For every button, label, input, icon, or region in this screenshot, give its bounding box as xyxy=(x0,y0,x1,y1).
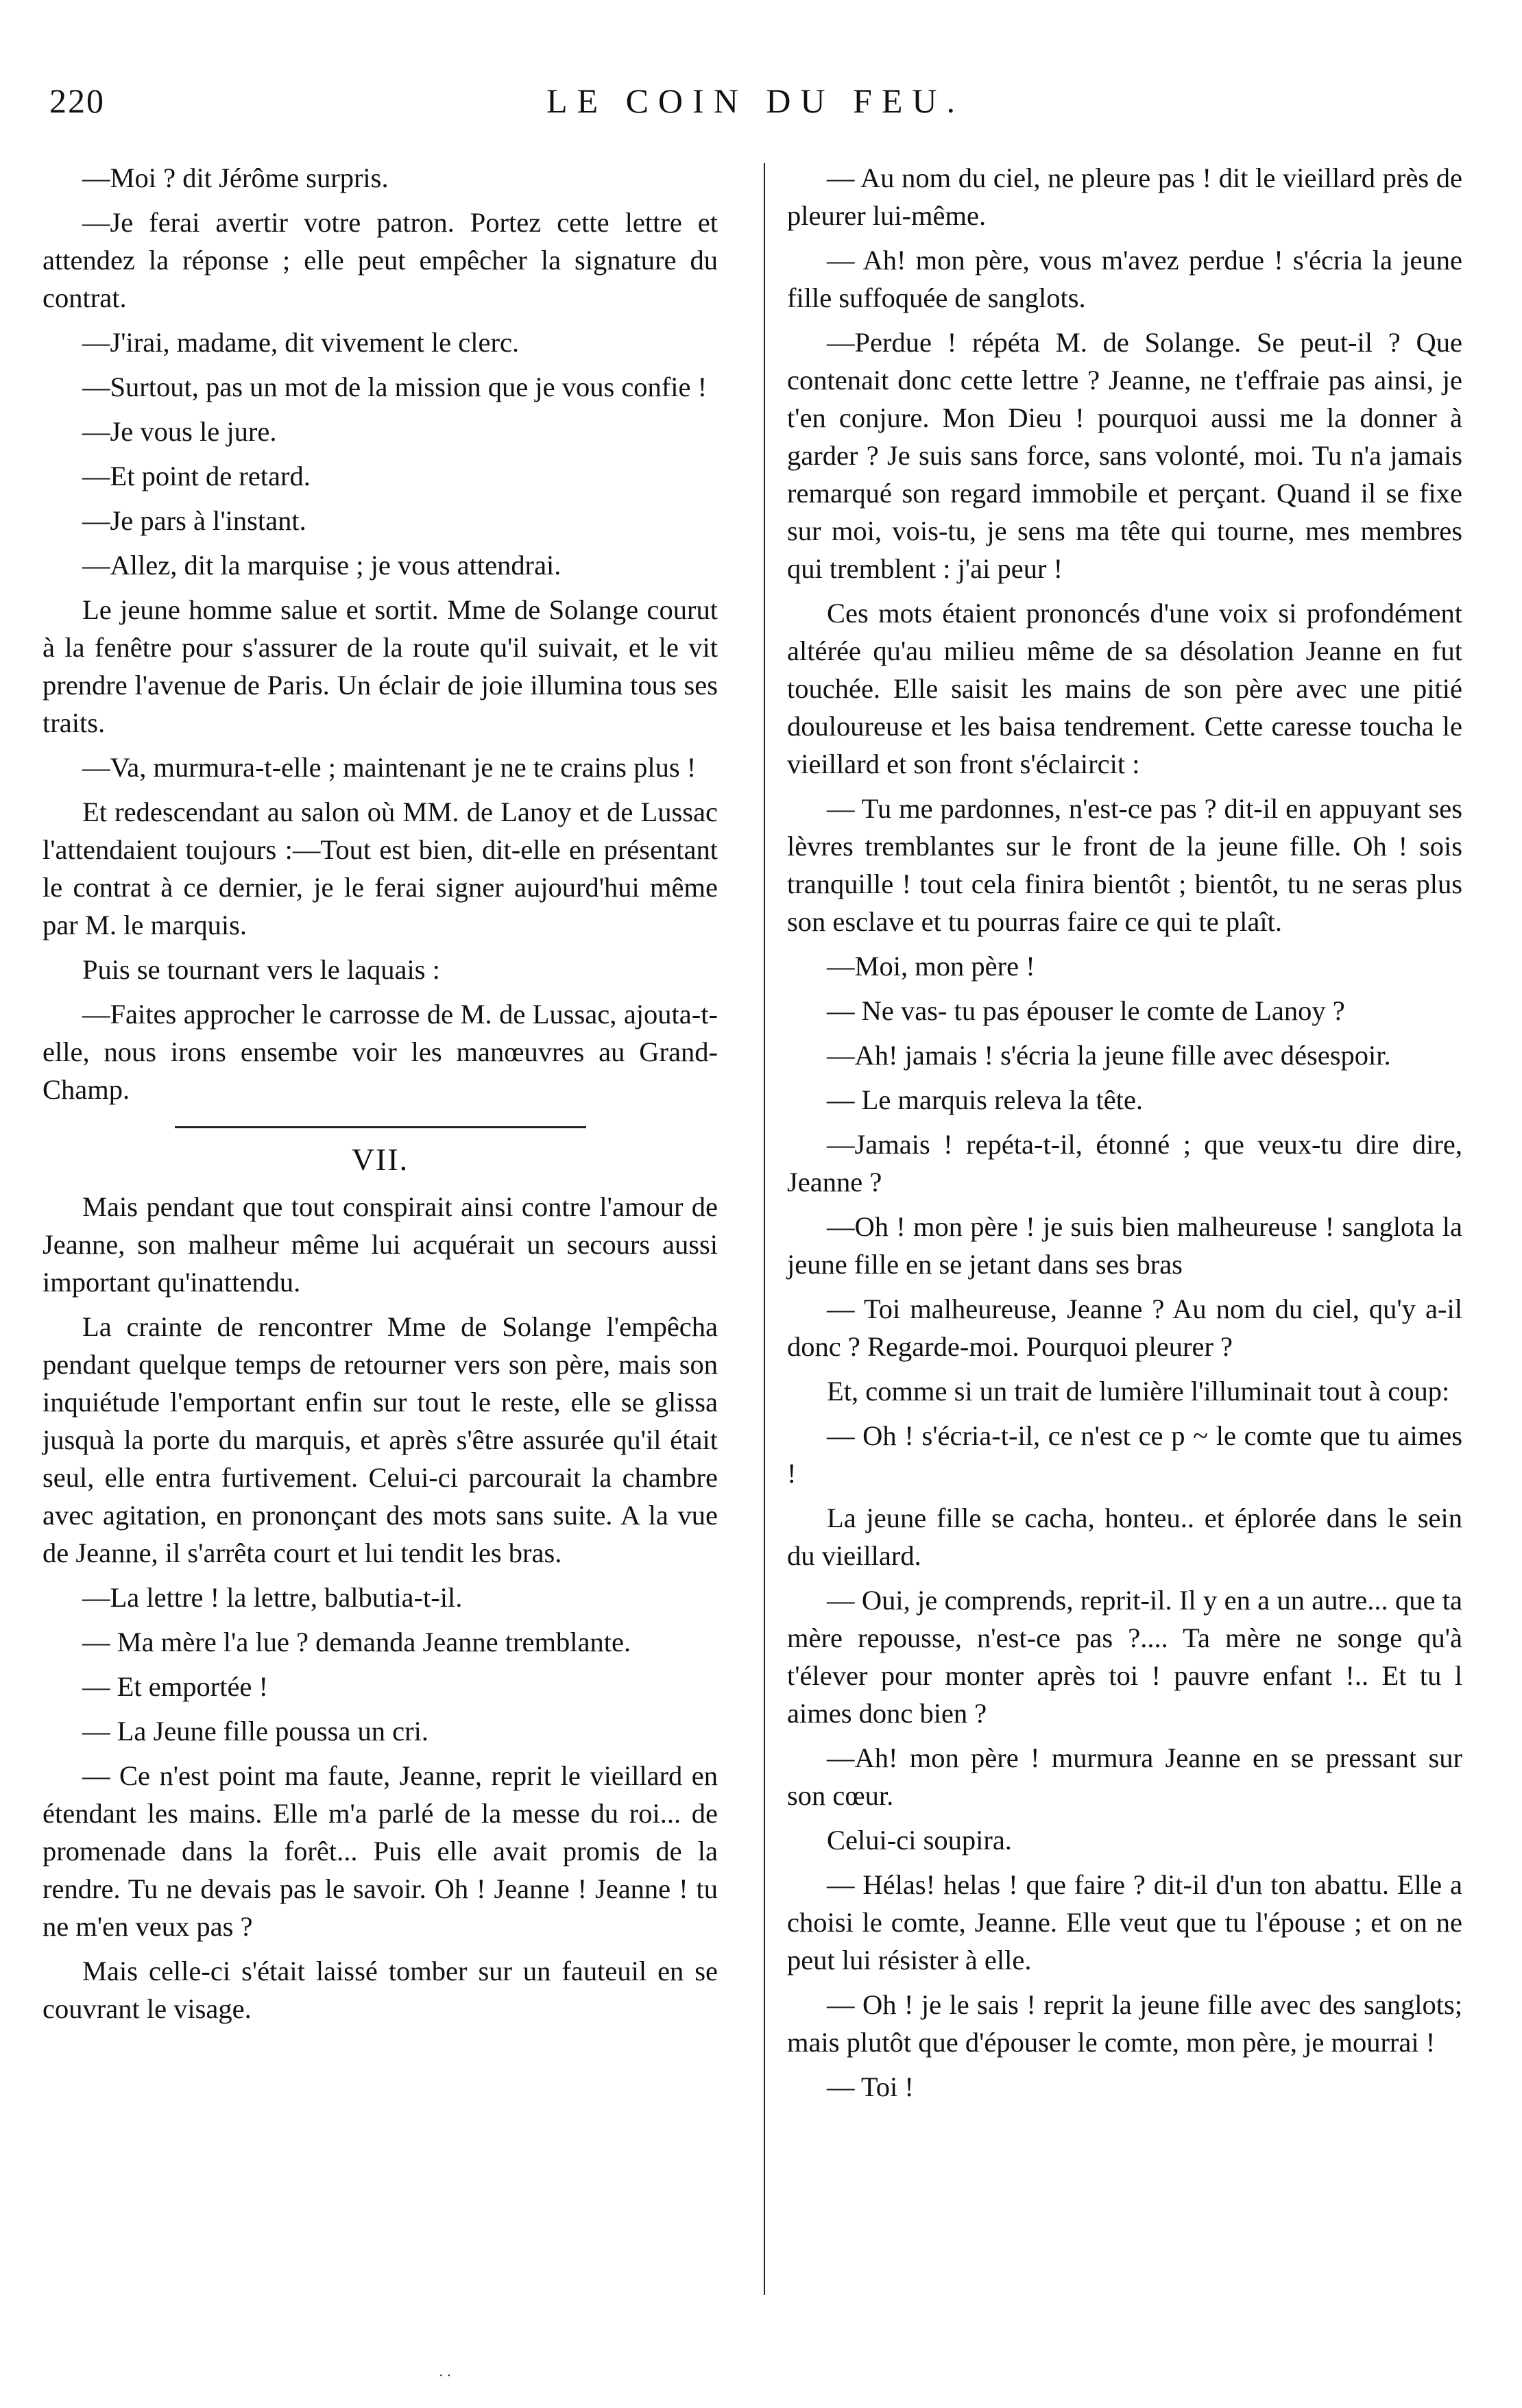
paragraph: —Perdue ! répéta M. de Solange. Se peut-il ? Que contenait donc cette lettre ? Jeanne, ne t'effraie pas ainsi, je t'en conjure. Mon Dieu ! pourquoi aussi me la donner à garder ? Je suis sans force, sans volonté, moi. Tu n'a jamais remarqué son regard immobile et perçant. Quand il se fixe sur moi, vois-tu, je sens ma tête qui tourne, mes membres qui tremblent : j'ai peur ! xyxy=(787,327,1462,584)
paragraph: Mais celle-ci s'était laissé tomber sur un fauteuil en se couvrant le visage. xyxy=(43,1956,718,2024)
paragraph: —Je ferai avertir votre patron. Portez cette lettre et attendez la réponse ; elle peut empêcher la signature du contrat. xyxy=(43,207,718,313)
right-paragraphs xyxy=(787,159,1462,2106)
section-divider xyxy=(175,1126,586,1128)
paragraph: —Jamais ! repéta-t-il, étonné ; que veux-tu dire dire, Jeanne ? xyxy=(787,1129,1462,1197)
paragraph: Mais pendant que tout conspirait ainsi contre l'amour de Jeanne, son malheur même lui acquérait un secours aussi important qu'inattendu. xyxy=(43,1191,718,1298)
paragraph: — Ne vas- tu pas épouser le comte de Lanoy ? xyxy=(827,995,1345,1026)
paragraph: —J'irai, madame, dit vivement le clerc. xyxy=(82,327,520,358)
paragraph: La jeune fille se cacha, honteu.. et éplorée dans le sein du vieillard. xyxy=(787,1503,1462,1571)
page-number: 220 xyxy=(49,82,105,120)
paragraph: —Moi, mon père ! xyxy=(827,951,1035,982)
paragraph: La crainte de rencontrer Mme de Solange l'empêcha pendant quelque temps de retourner vers son père, mais son inquiétude l'emportant enfin sur tout le reste, elle se glissa jusquà la porte du marquis, et après s'être assurée qu'il était seul, elle entra furtivement. Celui-ci parcourait la chambre avec agitation, en prononçant des mots sans suite. A la vue de Jeanne, il s'arrêta court et lui tendit les bras. xyxy=(43,1311,718,1568)
paragraph: Celui-ci soupira. xyxy=(827,1825,1012,1856)
paragraph: — Oh ! s'écria-t-il, ce n'est ce p ~ le comte que tu aimes ! xyxy=(787,1420,1462,1489)
paragraph: —Allez, dit la marquise ; je vous attendrai. xyxy=(82,550,561,581)
paragraph: — La Jeune fille poussa un cri. xyxy=(82,1716,428,1747)
paragraph: —Et point de retard. xyxy=(82,461,311,491)
paragraph: — Le marquis releva la tête. xyxy=(827,1084,1144,1115)
paragraph: — Au nom du ciel, ne pleure pas ! dit le vieillard près de pleurer lui-même. xyxy=(787,162,1462,231)
paragraph: — Tu me pardonnes, n'est-ce pas ? dit-il en appuyant ses lèvres tremblantes sur le front de la jeune fille. Oh ! sois tranquille ! tout cela finira bientôt ; bientôt, tu ne seras plus son esclave et tu pourras faire ce qui te plaît. xyxy=(787,793,1462,937)
paragraph: —Ah! mon père ! murmura Jeanne en se pressant sur son cœur. xyxy=(787,1742,1462,1811)
paragraph: — Et emportée ! xyxy=(82,1671,269,1702)
print-specks: · · xyxy=(439,2368,452,2383)
paragraph: Puis se tournant vers le laquais : xyxy=(82,954,440,985)
paragraph: —La lettre ! la lettre, balbutia-t-il. xyxy=(82,1582,463,1613)
left-column xyxy=(43,159,718,2034)
paragraph: — Oh ! je le sais ! reprit la jeune fille avec des sanglots; mais plutôt que d'épouser le comte, mon père, je mourrai ! xyxy=(787,1989,1462,2058)
left-paragraphs-after xyxy=(43,1188,718,2028)
page-header xyxy=(49,81,1462,143)
paragraph: Le jeune homme salue et sortit. Mme de Solange courut à la fenêtre pour s'assurer de la route qu'il suivait, et le vit prendre l'avenue de Paris. Un éclair de joie illumina tous ses traits. xyxy=(43,594,718,738)
paragraph: —Je pars à l'instant. xyxy=(82,505,306,536)
left-paragraphs-before xyxy=(43,159,718,1108)
paragraph: —Oh ! mon père ! je suis bien malheureuse ! sanglota la jeune fille en se jetant dans ses bras xyxy=(787,1211,1462,1280)
paragraph: —Ah! jamais ! s'écria la jeune fille avec désespoir. xyxy=(827,1040,1391,1071)
paragraph: —Je vous le jure. xyxy=(82,416,277,447)
paragraph: — Toi ! xyxy=(827,2071,914,2102)
paragraph: — Ce n'est point ma faute, Jeanne, reprit le vieillard en étendant les mains. Elle m'a parlé de la messe du roi... de promenade dans la forêt... Puis elle avait promis de la rendre. Tu ne devais pas le savoir. Oh ! Jeanne ! Jeanne ! tu ne m'en veux pas ? xyxy=(43,1760,718,1942)
paragraph: Ces mots étaient prononcés d'une voix si profondément altérée qu'au milieu même de sa désolation Jeanne en fut touchée. Elle saisit les mains de son père avec une pitié douloureuse et les baisa tendrement. Cette caresse toucha le vieillard et son front s'éclaircit : xyxy=(787,598,1462,779)
paragraph: —Surtout, pas un mot de la mission que je vous confie ! xyxy=(82,372,708,402)
paragraph: Et redescendant au salon où MM. de Lanoy et de Lussac l'attendaient toujours :—Tout est bien, dit-elle en présentant le contrat à ce dernier, je le ferai signer aujourd'hui même par M. le marquis. xyxy=(43,796,718,940)
right-column xyxy=(787,159,1462,2113)
paragraph: — Ah! mon père, vous m'avez perdue ! s'écria la jeune fille suffoquée de sanglots. xyxy=(787,245,1462,313)
paragraph: — Oui, je comprends, reprit-il. Il y en a un autre... que ta mère repousse, n'est-ce pas ?.... Ta mère ne songe qu'à t'élever pour monter après toi ! pauvre enfant !.. Et tu l aimes donc bien ? xyxy=(787,1585,1462,1729)
paragraph: —Faites approcher le carrosse de M. de Lussac, ajouta-t-elle, nous irons ensembe voir les manœuvres au Grand-Champ. xyxy=(43,999,718,1105)
section-heading: VII. xyxy=(351,1142,409,1177)
paragraph: Et, comme si un trait de lumière l'illuminait tout à coup: xyxy=(827,1376,1450,1407)
column-divider xyxy=(764,163,765,2295)
paragraph: — Toi malheureuse, Jeanne ? Au nom du ciel, qu'y a-il donc ? Regarde-moi. Pourquoi pleurer ? xyxy=(787,1293,1462,1362)
running-title: LE COIN DU FEU. xyxy=(546,82,965,120)
paragraph: —Va, murmura-t-elle ; maintenant je ne te crains plus ! xyxy=(82,752,697,783)
paragraph: — Hélas! helas ! que faire ? dit-il d'un ton abattu. Elle a choisi le comte, Jeanne. Elle veut que tu l'épouse ; et on ne peut lui résister à elle. xyxy=(787,1869,1462,1975)
paragraph: — Ma mère l'a lue ? demanda Jeanne tremblante. xyxy=(82,1627,631,1657)
paragraph: —Moi ? dit Jérôme surpris. xyxy=(82,162,389,193)
